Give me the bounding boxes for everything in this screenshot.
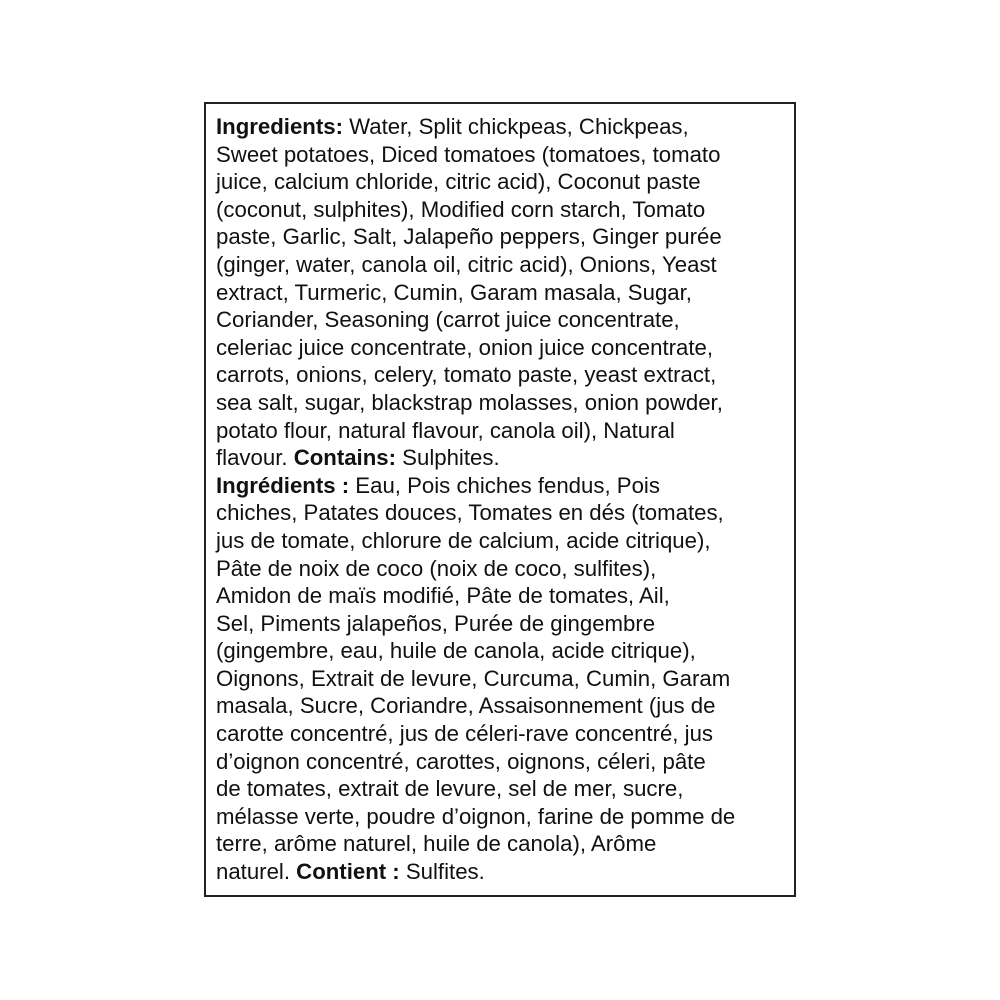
ingredients-line: sea salt, sugar, blackstrap molasses, onion powder, <box>216 389 723 415</box>
ingredients-text: naturel. <box>216 859 297 885</box>
ingredients-line: Amidon de maïs modifié, Pâte de tomates, Ail, <box>216 583 670 609</box>
ingredients-heading-en: Ingredients: <box>216 114 343 139</box>
ingredients-line: Sweet potatoes, Diced tomatoes (tomatoes, tomato <box>216 141 721 167</box>
ingredients-line: paste, Garlic, Salt, Jalapeño peppers, Ginger purée <box>216 224 722 250</box>
ingredients-line: Oignons, Extrait de levure, Curcuma, Cumin, Garam <box>216 665 731 691</box>
ingredients-line: (ginger, water, canola oil, citric acid), Onions, Yeast <box>216 251 717 277</box>
contains-value-en: Sulphites. <box>396 445 500 471</box>
contains-label-fr: Contient : <box>296 859 400 885</box>
ingredients-label-panel <box>204 102 796 897</box>
ingredients-line <box>216 472 784 500</box>
ingredients-line: mélasse verte, poudre d’oignon, farine de pomme de <box>216 803 736 829</box>
ingredients-text: flavour. <box>216 445 294 471</box>
ingredients-line: Coriander, Seasoning (carrot juice concentrate, <box>216 307 680 333</box>
ingredients-line: chiches, Patates douces, Tomates en dés (tomates, <box>216 500 724 526</box>
ingredients-line: (coconut, sulphites), Modified corn starch, Tomato <box>216 196 706 222</box>
ingredients-text: Water, Split chickpeas, Chickpeas, <box>342 114 689 139</box>
ingredients-line: celeriac juice concentrate, onion juice concentrate, <box>216 334 714 360</box>
ingredients-line: potato flour, natural flavour, canola oil), Natural <box>216 417 675 443</box>
ingredients-line: jus de tomate, chlorure de calcium, acide citrique), <box>216 527 711 553</box>
ingredients-english-block <box>216 113 784 472</box>
ingredients-line: d’oignon concentré, carottes, oignons, céleri, pâte <box>216 748 706 774</box>
ingredients-line: masala, Sucre, Coriandre, Assaisonnement (jus de <box>216 693 716 719</box>
contains-label-en: Contains: <box>293 445 397 471</box>
ingredients-french-block <box>216 472 784 886</box>
ingredients-line: juice, calcium chloride, citric acid), Coconut paste <box>216 169 701 195</box>
ingredients-line: de tomates, extrait de levure, sel de mer, sucre, <box>216 776 684 802</box>
ingredients-line <box>216 444 784 472</box>
ingredients-heading-fr: Ingrédients : <box>216 472 350 498</box>
ingredients-text: Eau, Pois chiches fendus, Pois <box>349 472 660 498</box>
ingredients-line: carrots, onions, celery, tomato paste, yeast extract, <box>216 362 717 388</box>
ingredients-line: Pâte de noix de coco (noix de coco, sulfites), <box>216 555 657 581</box>
ingredients-line: terre, arôme naturel, huile de canola), Arôme <box>216 831 657 857</box>
ingredients-line: carotte concentré, jus de céleri-rave concentré, jus <box>216 721 713 747</box>
ingredients-line: (gingembre, eau, huile de canola, acide citrique), <box>216 638 696 664</box>
ingredients-line: Sel, Piments jalapeños, Purée de gingembre <box>216 610 656 636</box>
ingredients-line <box>216 113 784 141</box>
ingredients-line: extract, Turmeric, Cumin, Garam masala, Sugar, <box>216 279 692 305</box>
contains-value-fr: Sulfites. <box>399 859 485 885</box>
ingredients-line <box>216 858 784 886</box>
